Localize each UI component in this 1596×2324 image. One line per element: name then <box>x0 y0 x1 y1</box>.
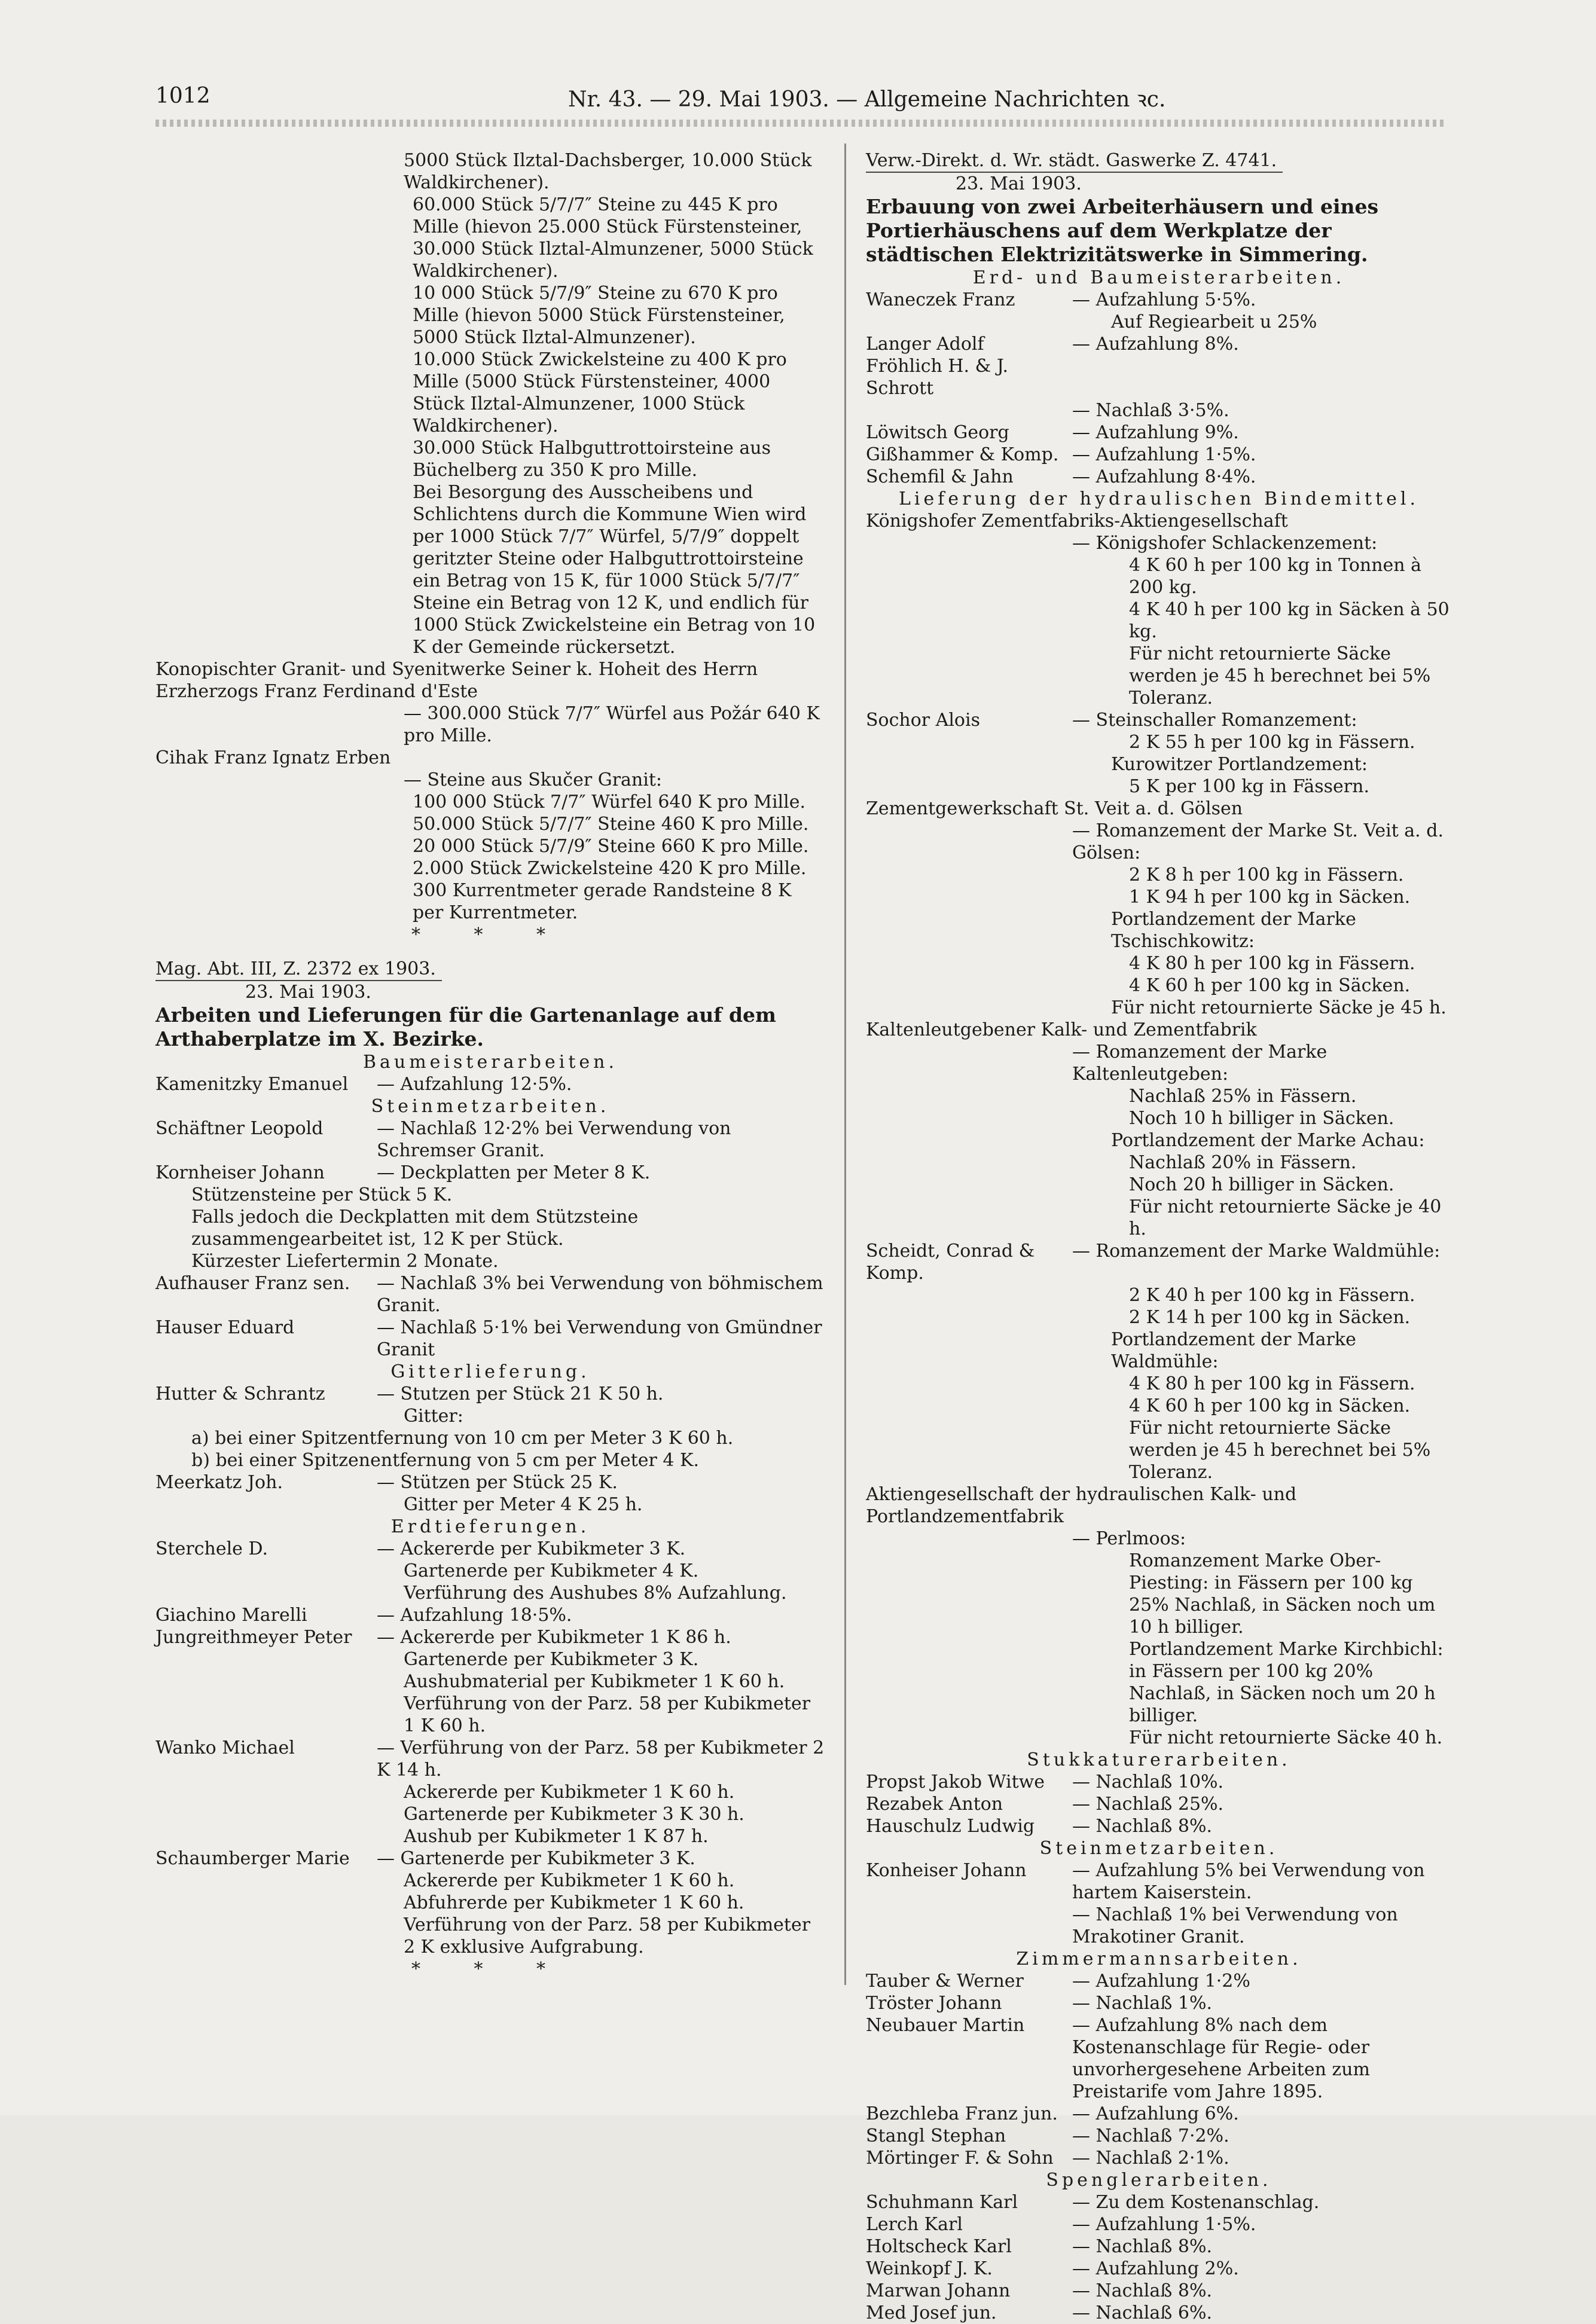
bid-detail: Kurowitzer Portlandzement: <box>1111 754 1368 775</box>
bid-text: — Stutzen per Stück 21 K 50 h. <box>377 1384 664 1404</box>
bid-text: — Königshofer Schlackenzement: <box>1072 533 1378 554</box>
bidder-name: Löwitsch Georg <box>866 422 1009 443</box>
bid-row <box>866 709 1452 731</box>
bid-row <box>866 1859 1452 1904</box>
bid-row <box>866 1970 1452 1992</box>
bid-text: — Deckplatten per Meter 8 K. <box>377 1162 651 1183</box>
bid-row <box>155 1162 825 1184</box>
bid-detail: Für nicht retournierte Säcke 40 h. <box>1129 1727 1443 1748</box>
bid-detail: Portlandzement der Marke Tschischkowitz: <box>1111 909 1356 952</box>
bidder-name: Waneczek Franz <box>866 289 1015 310</box>
bidder-name: Jungreithmeyer Peter <box>155 1627 352 1648</box>
bid-row <box>155 1538 825 1560</box>
page-number: 1012 <box>155 84 210 108</box>
bid-text: — Nachlaß 7·2%. <box>1072 2126 1229 2146</box>
bidder-name: Bezchleba Franz jun. <box>866 2103 1058 2124</box>
bid-row <box>866 2302 1452 2324</box>
bid-text: — Nachlaß 8%. <box>1072 2280 1212 2301</box>
bid-text: — Nachlaß 12·2% bei Verwendung von Schremser Granit. <box>377 1118 731 1161</box>
bid-row <box>866 333 1452 355</box>
text-line: 300 Kurrentmeter gerade Randsteine 8 K per Kurrentmeter. <box>413 880 792 923</box>
bid-row <box>155 1604 825 1626</box>
bid-text: — Nachlaß 25%. <box>1072 1794 1224 1815</box>
bidder-name: Kornheiser Johann <box>155 1162 325 1183</box>
section-heading: Erbauung von zwei Arbeiterhäusern und eines Portierhäuschens auf dem Werkplatze der städtischen Elektrizitätswerke in Simmering. <box>866 195 1379 266</box>
reference-number: Verw.-Direkt. d. Wr. städt. Gaswerke Z. 4741. <box>866 149 1283 173</box>
bid-text <box>1072 355 1452 399</box>
date: 23. Mai 1903. <box>245 982 371 1003</box>
bid-text: — Aufzahlung 12·5%. <box>377 1074 572 1095</box>
text-line: 2.000 Stück Zwickelsteine 420 K pro Mille. <box>413 858 807 879</box>
bid-detail: Gartenerde per Kubikmeter 3 K 30 h. <box>404 1804 744 1825</box>
bid-row <box>866 444 1452 466</box>
bid-detail: Noch 20 h billiger in Säcken. <box>1129 1174 1394 1195</box>
bid-text: — Aufzahlung 8·4%. <box>1072 466 1256 487</box>
bidder-name: Giachino Marelli <box>155 1605 307 1626</box>
bid-row <box>155 1117 825 1162</box>
text-line: 5000 Stück Ilztal-Dachsberger, 10.000 Stück Waldkirchener). <box>404 150 812 193</box>
bid-detail: 4 K 60 h per 100 kg in Säcken. <box>1129 975 1411 996</box>
bid-row <box>155 1471 825 1494</box>
firm-name: Konopischter Granit- und Syenitwerke Seiner k. Hoheit des Herrn Erzherzogs Franz Ferdinand d'Este <box>155 659 758 702</box>
bid-detail: Nachlaß 20% in Fässern. <box>1129 1152 1357 1173</box>
bid-row <box>155 1073 825 1095</box>
bid-detail: Auf Regiearbeit u 25% <box>1111 312 1317 332</box>
separator-stars: * * * <box>411 1959 570 1980</box>
bid-detail: Für nicht retournierte Säcke werden je 45 h berechnet bei 5% Toleranz. <box>1129 643 1431 709</box>
date: 23. Mai 1903. <box>956 173 1082 194</box>
bidder-name: Hutter & Schrantz <box>155 1384 325 1404</box>
bid-detail: Gitter per Meter 4 K 25 h. <box>404 1494 643 1515</box>
bidder-name: Rezabek Anton <box>866 1794 1003 1815</box>
bid-detail: Verführung von der Parz. 58 per Kubikmeter 1 K 60 h. <box>404 1693 811 1736</box>
bidder-name: Tauber & Werner <box>866 1971 1024 1992</box>
bidder-name: Hauser Eduard <box>155 1317 295 1338</box>
bid-detail: 4 K 40 h per 100 kg in Säcken à 50 kg. <box>1129 599 1449 642</box>
bid-text: — Nachlaß 3% bei Verwendung von böhmischem Granit. <box>377 1273 823 1316</box>
bidder-name: Meerkatz Joh. <box>155 1472 283 1493</box>
bid-text: — Zu dem Kostenanschlag. <box>1072 2192 1320 2213</box>
bidder-name: Propst Jakob Witwe <box>866 1772 1045 1792</box>
bid-detail: 2 K 14 h per 100 kg in Säcken. <box>1129 1307 1411 1328</box>
bid-row <box>866 289 1452 311</box>
bid-row <box>866 422 1452 444</box>
bid-row <box>866 2014 1452 2103</box>
bid-text: — Verführung von der Parz. 58 per Kubikmeter 2 K 14 h. <box>377 1737 825 1781</box>
bid-text: — Romanzement der Marke St. Veit a. d. Gölsen: <box>1072 820 1444 863</box>
bid-detail: Falls jedoch die Deckplatten mit dem Stützsteine zusammengearbeitet ist, 12 K per Stück. <box>191 1207 639 1250</box>
bidder-name: Marwan Johann <box>866 2280 1011 2301</box>
bid-detail: Nachlaß 25% in Fässern. <box>1129 1086 1357 1107</box>
bid-text: — Aufzahlung 1·5%. <box>1072 444 1256 465</box>
bid-text: — Nachlaß 8%. <box>1072 2236 1212 2257</box>
bid-row <box>866 2147 1452 2169</box>
text-line: 10 000 Stück 5/7/9″ Steine zu 670 K pro Mille (hievon 5000 Stück Fürstensteiner, 5000 Stück Ilztal-Almunzener). <box>413 283 785 348</box>
text-line: 100 000 Stück 7/7″ Würfel 640 K pro Mille. <box>413 792 806 813</box>
bid-text: — Aufzahlung 2%. <box>1072 2258 1239 2279</box>
bid-text: — Aufzahlung 18·5%. <box>377 1605 572 1626</box>
page-header <box>155 84 1447 120</box>
bid-detail: 2 K 55 h per 100 kg in Fässern. <box>1129 732 1415 753</box>
bid-row <box>866 2213 1452 2236</box>
bid-row <box>155 1383 825 1405</box>
bid-text: — Nachlaß 1%. <box>1072 1993 1212 2014</box>
bidder-name: Tröster Johann <box>866 1993 1002 2014</box>
bid-detail: Portlandzement der Marke Waldmühle: <box>1111 1329 1356 1372</box>
bidder-name: Med Josef jun. <box>866 2302 997 2323</box>
bid-detail: Portlandzement Marke Kirchbichl: in Fässern per 100 kg 20% Nachlaß, in Säcken noch um 20 h billiger. <box>1129 1639 1444 1726</box>
bid-row <box>866 2280 1452 2302</box>
bid-detail: Kürzester Liefertermin 2 Monate. <box>191 1251 499 1272</box>
bid-text: — Ackererde per Kubikmeter 3 K. <box>377 1538 686 1559</box>
firm-name: Zementgewerkschaft St. Veit a. d. Gölsen <box>866 798 1243 819</box>
bid-detail: Ackererde per Kubikmeter 1 K 60 h. <box>404 1782 735 1803</box>
left-column <box>155 149 825 1980</box>
bid-row <box>866 2191 1452 2213</box>
bid-row <box>155 1317 825 1361</box>
bid-row <box>155 1737 825 1781</box>
bid-detail: b) bei einer Spitzenentfernung von 5 cm per Meter 4 K. <box>191 1450 699 1471</box>
bid-detail: a) bei einer Spitzentfernung von 10 cm per Meter 3 K 60 h. <box>191 1428 734 1449</box>
bid-detail: Gartenerde per Kubikmeter 4 K. <box>404 1560 699 1581</box>
text-line: 50.000 Stück 5/7/7″ Steine 460 K pro Mille. <box>413 814 809 835</box>
subsection-title: Steinmetzarbeiten. <box>371 1096 610 1117</box>
subsection-title: Steinmetzarbeiten. <box>1039 1838 1278 1859</box>
bidder-name: Kamenitzky Emanuel <box>155 1074 349 1095</box>
bid-text: — Aufzahlung 8%. <box>1072 334 1239 355</box>
bid-text: — Aufzahlung 6%. <box>1072 2103 1239 2124</box>
bid-detail: Gitter: <box>404 1406 463 1427</box>
bid-row <box>155 1272 825 1317</box>
bid-text: — Aufzahlung 1·5%. <box>1072 2214 1256 2235</box>
bid-detail: 5 K per 100 kg in Fässern. <box>1129 776 1369 797</box>
bidder-name: Schaumberger Marie <box>155 1848 350 1869</box>
text-line: Bei Besorgung des Ausscheibens und Schlichtens durch die Kommune Wien wird per 1000 Stück 7/7″ Würfel, 5/7/9″ doppelt geritzter Steine oder Halbguttrottoirsteine ein Betrag von 15 K, für 1000 Stück 5/7/7″ Steine ein Betrag von 12 K, und endlich für 1000 Stück Zwickelsteine ein Betrag von 10 K der Gemeinde rückersetzt. <box>413 482 816 658</box>
bidder-name: Scheidt, Conrad & Komp. <box>866 1241 1035 1284</box>
bid-text: — Nachlaß 2·1%. <box>1072 2148 1229 2169</box>
bidder-name: Sochor Alois <box>866 710 980 731</box>
bid-detail: 1 K 94 h per 100 kg in Säcken. <box>1129 887 1411 908</box>
text-line: — 300.000 Stück 7/7″ Würfel aus Požár 640 K pro Mille. <box>404 703 820 746</box>
bidder-name: Schäftner Leopold <box>155 1118 324 1139</box>
bid-text: — Perlmoos: <box>1072 1528 1186 1549</box>
bid-detail: Verführung von der Parz. 58 per Kubikmeter 2 K exklusive Aufgrabung. <box>404 1914 811 1957</box>
bid-text: — Nachlaß 10%. <box>1072 1772 1224 1792</box>
bid-text: — Aufzahlung 8% nach dem Kostenanschlage für Regie- oder unvorhergesehene Arbeiten zum Preistarife vom Jahre 1895. <box>1072 2015 1371 2102</box>
bid-text: — Nachlaß 6%. <box>1072 2302 1212 2323</box>
firm-name: Königshofer Zementfabriks-Aktiengesellschaft <box>866 511 1288 532</box>
bid-row <box>866 2125 1452 2147</box>
bid-row <box>155 1626 825 1648</box>
subsection-title: Erd- und Baumeisterarbeiten. <box>972 267 1345 288</box>
bid-text: — Steinschaller Romanzement: <box>1072 710 1357 731</box>
bidder-name: Neubauer Martin <box>866 2015 1025 2036</box>
subsection-title: Lieferung der hydraulischen Bindemittel. <box>899 488 1419 509</box>
bid-text: — Romanzement der Marke Kaltenleutgeben: <box>1072 1042 1328 1085</box>
firm-name: Aktiengesellschaft der hydraulischen Kalk- und Portlandzementfabrik <box>866 1484 1297 1527</box>
bid-row <box>866 2236 1452 2258</box>
bid-detail: 4 K 60 h per 100 kg in Säcken. <box>1129 1395 1411 1416</box>
bidder-name: Wanko Michael <box>155 1737 295 1758</box>
bid-text: — Stützen per Stück 25 K. <box>377 1472 618 1493</box>
bid-detail: Gartenerde per Kubikmeter 3 K. <box>404 1649 699 1670</box>
firm-name: Cihak Franz Ignatz Erben <box>155 747 391 768</box>
bid-detail: Für nicht retournierte Säcke werden je 45 h berechnet bei 5% Toleranz. <box>1129 1418 1431 1483</box>
bid-detail: — Nachlaß 1% bei Verwendung von Mrakotiner Granit. <box>1072 1904 1398 1947</box>
bid-text: — Nachlaß 8%. <box>1072 1816 1212 1837</box>
bid-row <box>866 1793 1452 1815</box>
subsection-title: Zimmermannsarbeiten. <box>1016 1949 1302 1969</box>
column-divider <box>844 143 846 1985</box>
bid-text: — Aufzahlung 1·2% <box>1072 1971 1250 1992</box>
bid-detail: Abfuhrerde per Kubikmeter 1 K 60 h. <box>404 1892 744 1913</box>
text-line: 30.000 Stück Halbguttrottoirsteine aus Büchelberg zu 350 K pro Mille. <box>413 438 771 481</box>
bid-detail: Romanzement Marke Ober-Piesting: in Fässern per 100 kg 25% Nachlaß, in Säcken noch um 10 h billiger. <box>1129 1550 1436 1638</box>
bid-detail: Verführung des Aushubes 8% Aufzahlung. <box>404 1583 787 1604</box>
header-divider <box>155 120 1447 127</box>
bid-detail: Noch 10 h billiger in Säcken. <box>1129 1108 1394 1129</box>
bid-detail: 2 K 40 h per 100 kg in Fässern. <box>1129 1285 1415 1306</box>
firm-name: Kaltenleutgebener Kalk- und Zementfabrik <box>866 1019 1257 1040</box>
bid-text: — Ackererde per Kubikmeter 1 K 86 h. <box>377 1627 731 1648</box>
bid-row <box>866 2258 1452 2280</box>
bidder-name: Lerch Karl <box>866 2214 963 2235</box>
bid-detail: 4 K 80 h per 100 kg in Fässern. <box>1129 953 1415 974</box>
bid-detail: 4 K 60 h per 100 kg in Tonnen à 200 kg. <box>1129 555 1422 598</box>
subsection-title: Gitterlieferung. <box>390 1361 590 1382</box>
bid-detail: Portlandzement der Marke Achau: <box>1111 1130 1425 1151</box>
bidder-name: Mörtinger F. & Sohn <box>866 2148 1054 2169</box>
bid-row <box>866 1771 1452 1793</box>
bid-row <box>866 1815 1452 1837</box>
right-column <box>866 149 1452 2324</box>
subsection-title: Baumeisterarbeiten. <box>362 1052 618 1073</box>
bid-detail: 4 K 80 h per 100 kg in Fässern. <box>1129 1373 1415 1394</box>
bidder-name: Stangl Stephan <box>866 2126 1006 2146</box>
bidder-name: Holtscheck Karl <box>866 2236 1012 2257</box>
bidder-name: Fröhlich H. & J. Schrott <box>866 356 1009 399</box>
reference-number: Mag. Abt. III, Z. 2372 ex 1903. <box>155 958 442 981</box>
bidder-name: Aufhauser Franz sen. <box>155 1273 350 1294</box>
bid-row <box>866 2103 1452 2125</box>
bid-text: — Nachlaß 5·1% bei Verwendung von Gmündner Granit <box>377 1317 822 1360</box>
bidder-name: Langer Adolf <box>866 334 984 355</box>
bid-text: — Aufzahlung 5·5%. <box>1072 289 1256 310</box>
bid-detail: Stützensteine per Stück 5 K. <box>191 1184 453 1205</box>
bidder-name: Konheiser Johann <box>866 1860 1027 1881</box>
bidder-name: Hauschulz Ludwig <box>866 1816 1035 1837</box>
subsection-title: Stukkaturerarbeiten. <box>1027 1749 1291 1770</box>
bid-detail: Für nicht retournierte Säcke je 40 h. <box>1129 1196 1442 1239</box>
bid-detail: Ackererde per Kubikmeter 1 K 60 h. <box>404 1870 735 1891</box>
page-title: Nr. 43. — 29. Mai 1903. — Allgemeine Nachrichten ꝛc. <box>568 87 1166 112</box>
bid-text: — Aufzahlung 5% bei Verwendung von hartem Kaiserstein. <box>1072 1860 1425 1903</box>
bidder-name: Schuhmann Karl <box>866 2192 1018 2213</box>
text-line: 60.000 Stück 5/7/7″ Steine zu 445 K pro Mille (hievon 25.000 Stück Fürstensteiner, 30.000 Stück Ilztal-Almunzener, 5000 Stück Waldkirchener). <box>413 194 813 282</box>
bid-text: — Aufzahlung 9%. <box>1072 422 1239 443</box>
subsection-title: Spenglerarbeiten. <box>1046 2170 1272 2191</box>
bid-row <box>866 466 1452 488</box>
bid-detail: 2 K 8 h per 100 kg in Fässern. <box>1129 865 1404 885</box>
bid-row <box>866 1992 1452 2014</box>
separator-stars: * * * <box>411 924 570 945</box>
bid-text: — Romanzement der Marke Waldmühle: <box>1072 1241 1441 1262</box>
subsection-title: Erdtieferungen. <box>390 1516 590 1537</box>
text-line: 20 000 Stück 5/7/9″ Steine 660 K pro Mille. <box>413 836 809 857</box>
bidder-name: Gißhammer & Komp. <box>866 444 1059 465</box>
bid-detail: Aushubmaterial per Kubikmeter 1 K 60 h. <box>404 1671 785 1692</box>
text-line: — Steine aus Skučer Granit: <box>404 769 662 790</box>
bid-detail: Für nicht retournierte Säcke je 45 h. <box>1111 997 1447 1018</box>
bid-row <box>866 355 1452 399</box>
text-line: 10.000 Stück Zwickelsteine zu 400 K pro Mille (5000 Stück Fürstensteiner, 4000 Stück Ilztal-Almunzener, 1000 Stück Waldkirchener). <box>413 349 787 436</box>
bidder-name: Sterchele D. <box>155 1538 268 1559</box>
bidder-name: Schemfil & Jahn <box>866 466 1014 487</box>
bid-text: — Gartenerde per Kubikmeter 3 K. <box>377 1848 695 1869</box>
bidder-name: Weinkopf J. K. <box>866 2258 993 2279</box>
bid-row <box>866 1240 1452 1284</box>
section-heading: Arbeiten und Lieferungen für die Gartenanlage auf dem Arthaberplatze im X. Bezirke. <box>155 1003 776 1050</box>
bid-row <box>155 1847 825 1870</box>
bid-detail: — Nachlaß 3·5%. <box>1072 400 1229 421</box>
bid-detail: Aushub per Kubikmeter 1 K 87 h. <box>404 1826 709 1847</box>
